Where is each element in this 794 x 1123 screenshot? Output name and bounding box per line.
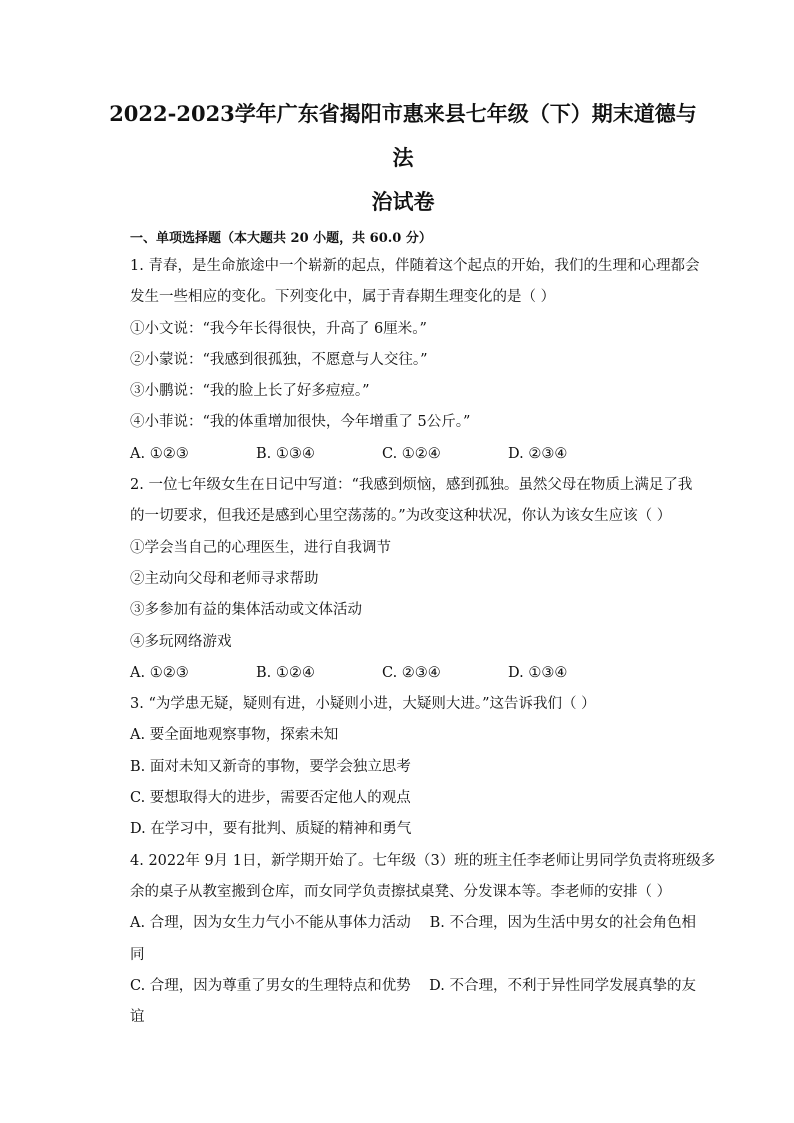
option-a[interactable]: A. 要全面地观察事物，探索未知 — [130, 727, 339, 744]
question-4 — [130, 846, 716, 1034]
option-b[interactable]: B. ①③④ — [256, 445, 315, 462]
option-b[interactable]: B. 不合理，因为生活中男女的社会角色相 — [429, 915, 696, 932]
options-row — [130, 971, 696, 1002]
statement: ④小菲说：“我的体重增加很快，今年增重了 5公斤。” — [130, 414, 471, 431]
exam-title — [100, 0, 706, 224]
option-d[interactable]: D. ①③④ — [508, 664, 568, 681]
option-a[interactable]: A. ①②③ — [130, 664, 189, 681]
statement: ③多参加有益的集体活动或文体活动 — [130, 602, 362, 619]
statement: ③小鹏说：“我的脸上长了好多痘痘。” — [130, 383, 370, 400]
question-2 — [130, 470, 696, 689]
option-d[interactable]: D. ②③④ — [508, 445, 568, 462]
title-line-1: 2022-2023学年广东省揭阳市惠来县七年级（下）期末道德与法 — [109, 101, 697, 170]
section-heading: 一、单项选择题（本大题共 20 小题，共 60.0 分） — [130, 231, 432, 246]
question-text-line: 4. 2022年 9月 1日，新学期开始了。七年级（3）班的班主任李老师让男同学负责将班级多 — [130, 852, 716, 869]
statement: ①学会当自己的心理医生，进行自我调节 — [130, 539, 391, 556]
option-c[interactable]: C. 合理，因为尊重了男女的生理特点和优势 — [130, 977, 411, 994]
options-row — [130, 908, 696, 939]
statement: ④多玩网络游戏 — [130, 633, 232, 650]
option-b[interactable]: B. 面对未知又新奇的事物，要学会独立思考 — [130, 758, 411, 775]
option-b[interactable]: B. ①②④ — [256, 664, 315, 681]
option-b-continuation: 同 — [130, 946, 145, 963]
statement: ②主动向父母和老师寻求帮助 — [130, 570, 319, 587]
option-d[interactable]: D. 在学习中，要有批判、质疑的精神和勇气 — [130, 821, 412, 838]
option-c[interactable]: C. ①②④ — [382, 445, 441, 462]
option-a[interactable]: A. ①②③ — [130, 445, 189, 462]
option-a[interactable]: A. 合理，因为女生力气小不能从事体力活动 — [130, 915, 411, 932]
question-3 — [130, 689, 696, 845]
question-1 — [130, 251, 700, 470]
question-text-line: 2. 一位七年级女生在日记中写道：“我感到烦恼，感到孤独。虽然父母在物质上满足了我 — [130, 477, 693, 494]
statement: ①小文说：“我今年长得很快，升高了 6厘米。” — [130, 320, 427, 337]
options-row — [130, 439, 696, 470]
option-c[interactable]: C. 要想取得大的进步，需要否定他人的观点 — [130, 790, 411, 807]
option-d[interactable]: D. 不合理，不利于异性同学发展真挚的友 — [429, 977, 696, 994]
option-c[interactable]: C. ②③④ — [382, 664, 441, 681]
question-text-line: 余的桌子从教室搬到仓库，而女同学负责擦拭桌凳、分发课本等。李老师的安排（ ） — [130, 883, 672, 900]
question-text-line: 发生一些相应的变化。下列变化中，属于青春期生理变化的是（ ） — [130, 289, 556, 306]
options-row — [130, 658, 696, 689]
question-text-line: 的一切要求，但我还是感到心里空荡荡的。”为改变这种状况，你认为该女生应该（ ） — [130, 508, 672, 525]
option-d-continuation: 谊 — [130, 1009, 145, 1026]
title-line-2: 治试卷 — [371, 189, 435, 214]
statement: ②小蒙说：“我感到很孤独，不愿意与人交往。” — [130, 351, 428, 368]
question-text-line: 3. “为学患无疑，疑则有进，小疑则小进，大疑则大进。”这告诉我们（ ） — [130, 696, 596, 713]
question-text-line: 1. 青春，是生命旅途中一个崭新的起点，伴随着这个起点的开始，我们的生理和心理都会 — [130, 258, 700, 274]
